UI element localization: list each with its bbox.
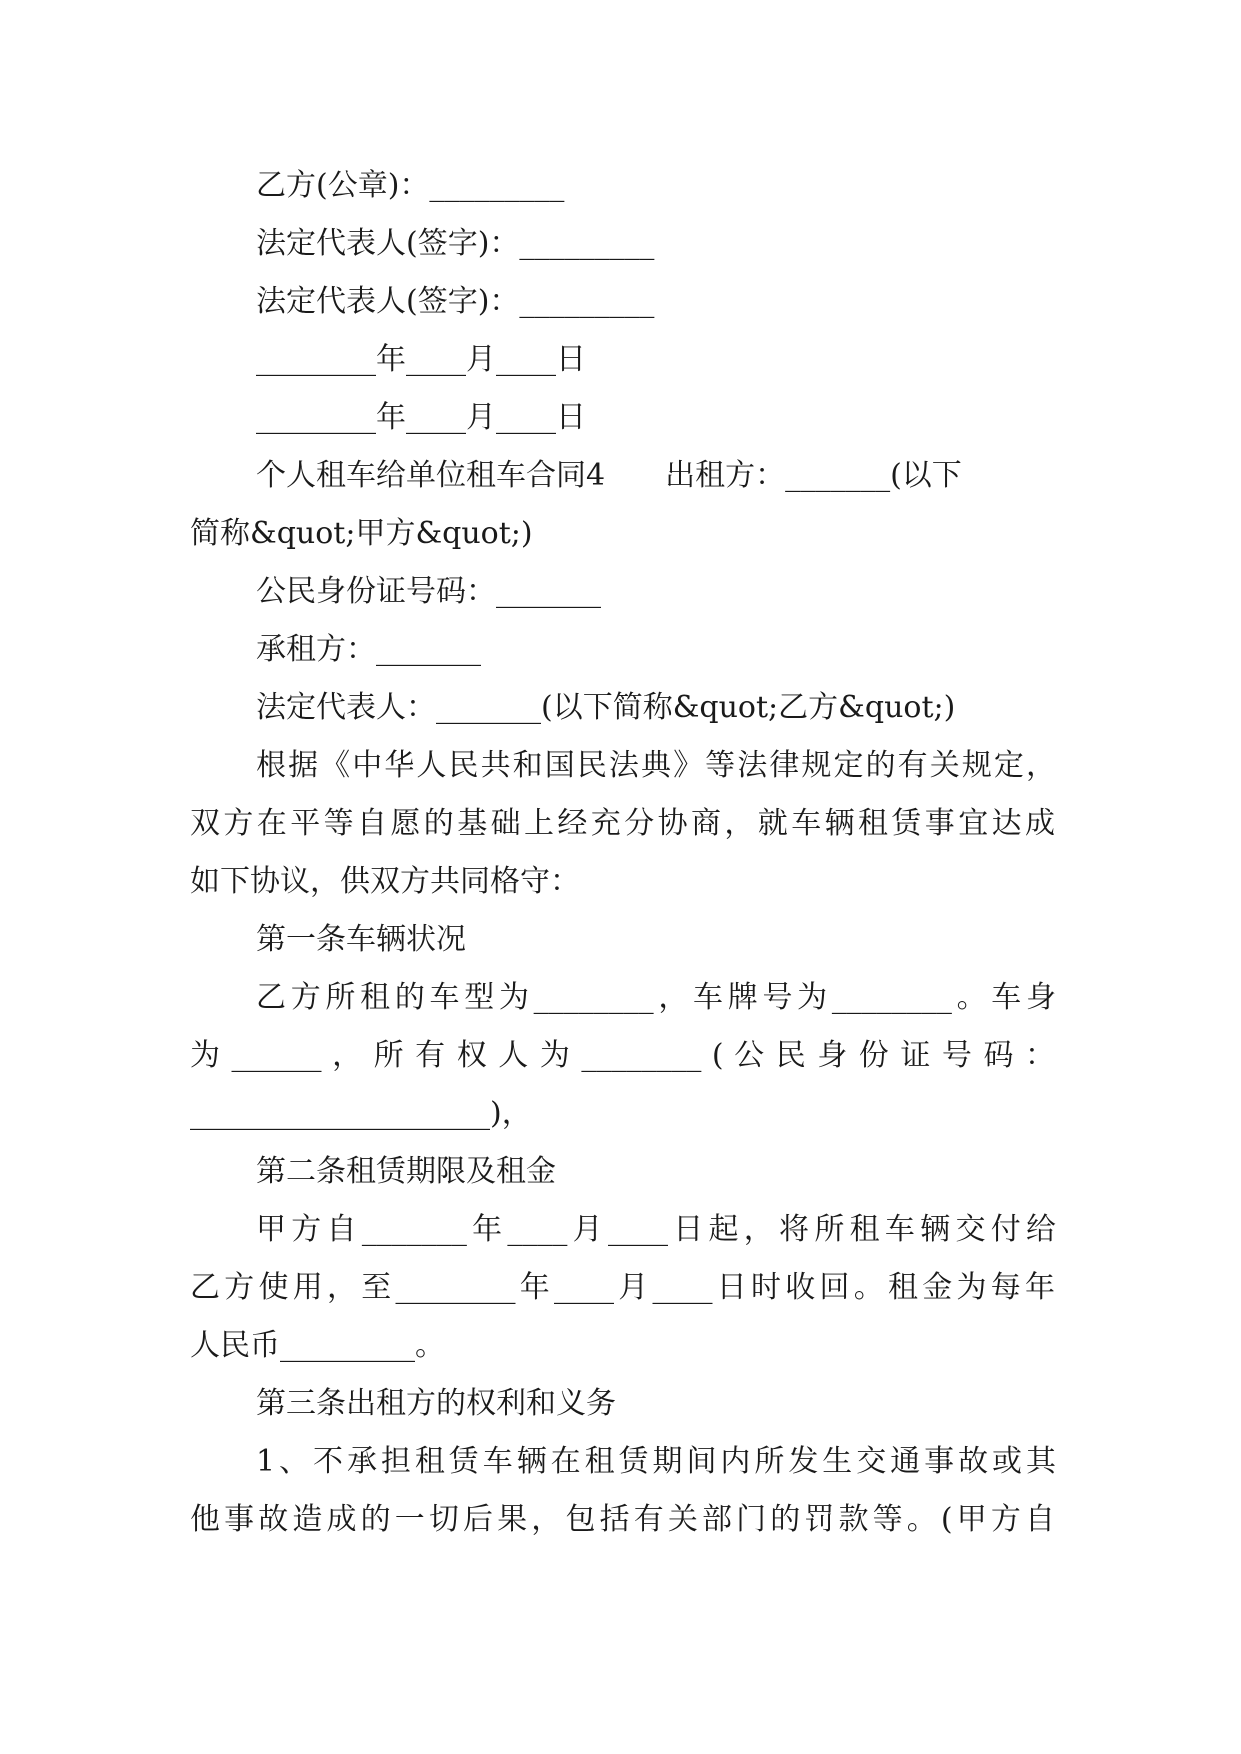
article-1-line-3: ____________________)， [190, 1096, 532, 1131]
article-3-heading: 第三条出租方的权利和义务 [256, 1386, 616, 1421]
date-line-1: ________年____月____日 [256, 342, 586, 377]
article-2-line-2: 乙方使用，至________年____月____日时收回。租金为每年 [190, 1270, 1055, 1305]
article-3-item-1-line-1: 1、不承担租赁车辆在租赁期间内所发生交通事故或其 [256, 1444, 1056, 1479]
legal-rep-signature-line-2: 法定代表人(签字)：_________ [256, 284, 655, 319]
preamble-line-3: 如下协议，供双方共同格守： [190, 864, 580, 899]
preamble-line-1: 根据《中华人民共和国民法典》等法律规定的有关规定， [256, 748, 1056, 783]
article-1-line-2: 为 ______ ， 所 有 权 人 为 ________ ( 公 民 身 份 证 号 码 ： [190, 1038, 1055, 1073]
id-number-line: 公民身份证号码：_______ [256, 574, 601, 609]
party-a-abbrev-line: 简称&quot;甲方&quot;) [190, 516, 533, 551]
article-2-line-3: 人民币_________。 [190, 1328, 445, 1363]
lessee-line: 承租方：_______ [256, 632, 481, 667]
lessee-legal-rep-line: 法定代表人：_______(以下简称&quot;乙方&quot;) [256, 690, 956, 725]
date-line-2: ________年____月____日 [256, 400, 586, 435]
preamble-line-2: 双方在平等自愿的基础上经充分协商，就车辆租赁事宜达成 [190, 806, 1055, 841]
article-1-line-1: 乙方所租的车型为________，车牌号为________。车身 [256, 980, 1056, 1015]
contract-title-line: 个人租车给单位租车合同4 出租方：_______(以下 [256, 458, 962, 493]
article-3-item-1-line-2: 他事故造成的一切后果，包括有关部门的罚款等。(甲方自 [190, 1502, 1055, 1537]
legal-rep-signature-line-1: 法定代表人(签字)：_________ [256, 226, 655, 261]
article-2-heading: 第二条租赁期限及租金 [256, 1154, 556, 1189]
party-b-seal-line: 乙方(公章)：_________ [256, 168, 565, 203]
article-1-heading: 第一条车辆状况 [256, 922, 466, 957]
article-2-line-1: 甲方自_______年____月____日起，将所租车辆交付给 [256, 1212, 1056, 1247]
